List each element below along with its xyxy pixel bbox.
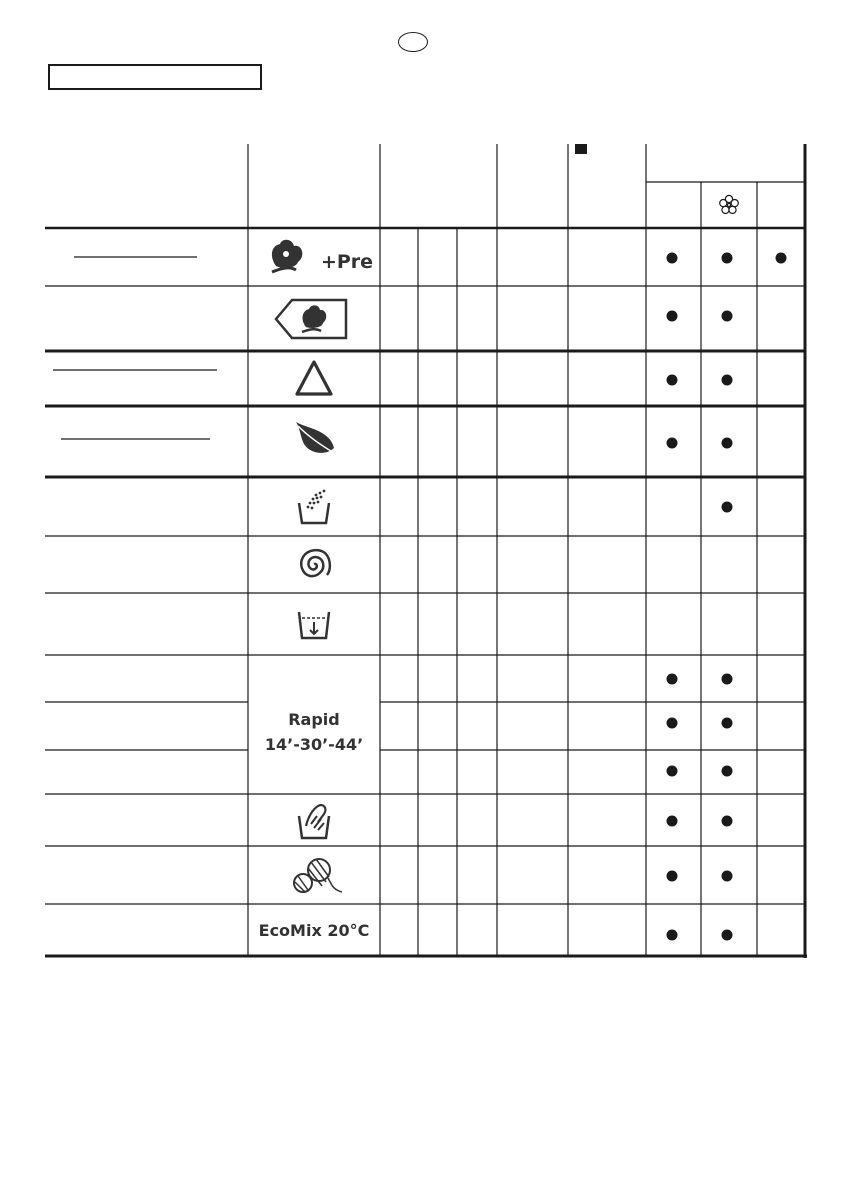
indicator-dot [667, 438, 678, 449]
cotton-prewash-icon [272, 240, 302, 272]
indicator-dot [722, 871, 733, 882]
indicator-dot [667, 766, 678, 777]
indicator-dot [667, 930, 678, 941]
indicator-dot [667, 674, 678, 685]
wool-yarn-icon [294, 859, 342, 892]
indicator-dot [722, 502, 733, 513]
indicator-dot [722, 816, 733, 827]
spin-spiral-icon [301, 550, 330, 576]
indicator-dot [722, 438, 733, 449]
prewash-label: +Pre [320, 251, 374, 273]
title-box [48, 64, 262, 90]
indicator-dot [722, 718, 733, 729]
flower-softener-icon [720, 195, 739, 213]
rapid-times-label: 14’-30’-44’ [264, 735, 364, 754]
delicate-leaf-icon [296, 422, 336, 454]
indicator-dot [667, 375, 678, 386]
indicator-dot [722, 311, 733, 322]
program-table-grid [45, 144, 810, 962]
indicator-dot [722, 766, 733, 777]
indicator-dot [667, 718, 678, 729]
indicator-dot [667, 253, 678, 264]
indicator-dot [722, 375, 733, 386]
indicator-dot [667, 816, 678, 827]
indicator-dot [667, 311, 678, 322]
ecomix-label: EcoMix 20°C [258, 921, 370, 940]
language-badge [398, 32, 428, 52]
indicator-dot [722, 674, 733, 685]
indicator-dots [667, 253, 787, 941]
rinse-shower-icon [299, 490, 329, 523]
drain-tub-icon [299, 612, 329, 638]
indicator-dot [722, 253, 733, 264]
indicator-dot [667, 871, 678, 882]
filled-square-icon [575, 144, 587, 154]
cotton-tag-icon [276, 300, 346, 338]
indicator-dot [722, 930, 733, 941]
synthetic-triangle-icon [297, 362, 331, 394]
indicator-dot [776, 253, 787, 264]
program-table [45, 144, 810, 962]
rapid-label: Rapid [288, 710, 340, 729]
hand-wash-icon [299, 805, 329, 838]
